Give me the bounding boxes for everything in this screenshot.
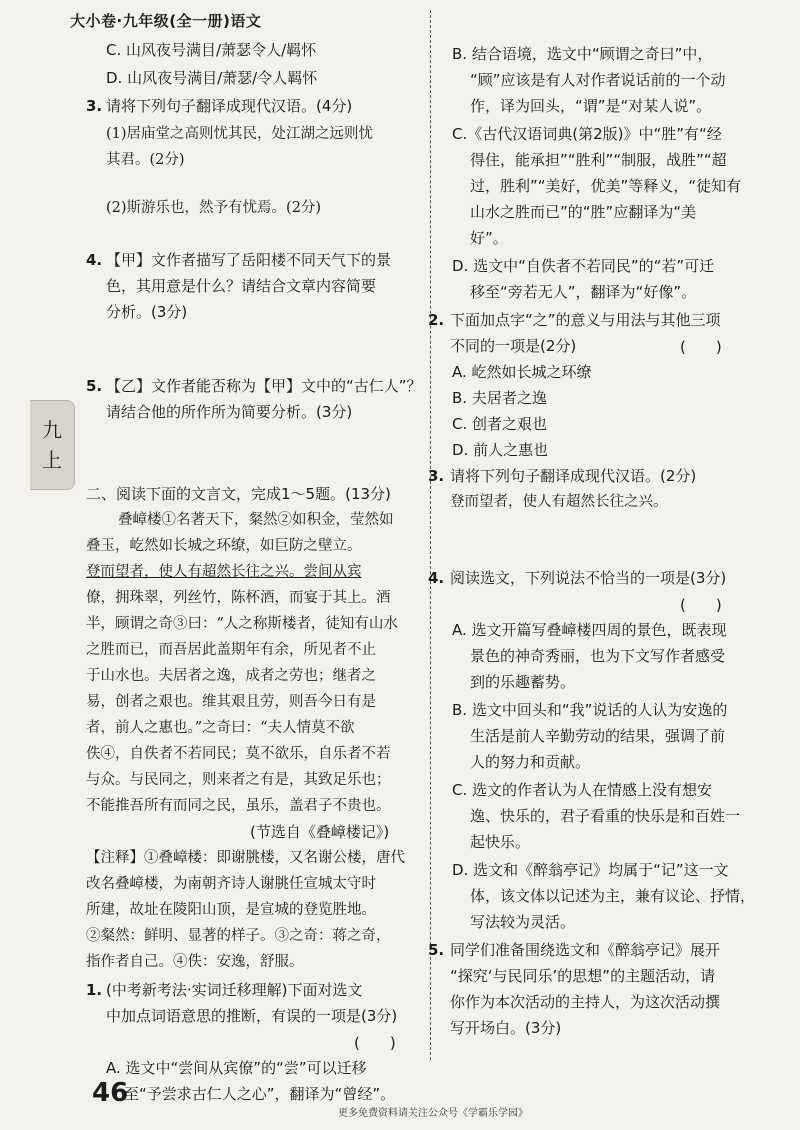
q1-option-b-1: B. 结合语境，选文中“顾谓之奇曰”中， [452,45,713,63]
q5-line-2: “探究‘与民同乐’的思想”的主题活动，请 [450,967,716,985]
notes-line: 【注释】①叠嶂楼：即谢朓楼，又名谢公楼，唐代 [86,850,405,866]
passage-line: 易，创者之艰也。维其艰且劳，则吾今日有是 [86,694,376,710]
q1-option-a-2: 至“予尝求古仁人之心”，翻译为“曾经”。 [124,1085,396,1103]
q3-prompt: 请将下列句子翻译成现代汉语。(4分) [106,97,353,115]
q2-line-1: 下面加点字“之”的意义与用法与其他三项 [450,311,721,329]
q1-option-b-2: “顾”应该是有人对作者说话前的一个动 [470,71,726,89]
q3-number: 3. [428,467,445,485]
passage-line: 叠玉，屹然如长城之环缭，如巨防之壁立。 [86,538,362,554]
passage-line: 佚④，自佚者不若同民；莫不欲乐，自乐者不若 [86,746,391,762]
q5-line-2: 请结合他的所作所为简要分析。(3分) [106,403,353,421]
q1-option-d-2: 移至“旁若无人”，翻译为“好像”。 [470,283,697,301]
q5-line-1: 同学们准备围绕选文和《醉翁亭记》展开 [450,941,721,959]
notes-line: 所建，故址在陵阳山顶，是宣城的登览胜地。 [86,902,376,918]
passage-line: 之胜而已，而吾居此盖期年有余，所见者不止 [86,642,376,658]
q5-number: 5. [428,941,445,959]
notes-line: 改名叠嶂楼，为南朝齐诗人谢朓任宣城太守时 [86,876,376,892]
passage-line: 于山水也。夫居者之逸，成者之劳也；继者之 [86,668,376,684]
passage-line: 半，顾谓之奇③曰：“人之称斯楼者，徒知有山水 [86,616,398,632]
q4-option-a: 景色的神奇秀丽，也为下文写作者感受 [470,647,726,665]
passage-line: 不能推吾所有而同之民，虽乐，盖君子不贵也。 [86,798,391,814]
q3-sentence-1b: 其君。(2分) [106,152,185,168]
q4-option-b: 人的努力和贡献。 [470,753,591,771]
q4-option-d: D. 选文和《醉翁亭记》均属于“记”这一文 [452,861,729,879]
q5-line-1: 【乙】文作者能否称为【甲】文中的“古仁人”？ [106,377,422,395]
q3-prompt: 请将下列句子翻译成现代汉语。(2分) [450,467,697,485]
q1-line-2: 中加点词语意思的推断，有误的一项是(3分) [106,1007,398,1025]
q4-option-b: B. 选文中回头和“我”说话的人认为安逸的 [452,701,728,719]
q3-sentence-2: (2)斯游乐也，然予有忧焉。(2分) [106,200,322,216]
q1-option-d-1: D. 选文中“自佚者不若同民”的“若”可迁 [452,257,715,275]
q2-option-d: D. 前人之惠也 [452,441,549,459]
q4-option-d: 写法较为灵活。 [470,913,576,931]
passage-line-underlined: 登而望者，使人有超然长往之兴。尝间从宾 [86,564,362,580]
option-d: D. 山风夜号满目/萧瑟/令人羁怀 [106,69,318,87]
q4-option-d: 体，该文体以记述为主，兼有议论、抒情， [470,887,756,905]
q2-answer-blank[interactable]: ( ) [680,338,722,356]
notes-line: ②粲然：鲜明、显著的样子。③之奇：蒋之奇， [86,928,391,944]
q1-line-1: (中考新考法·实词迁移理解)下面对选文 [106,981,363,999]
q1-answer-blank[interactable]: ( ) [354,1034,396,1052]
q1-option-b-3: 作，译为回头，“谓”是“对某人说”。 [470,97,712,115]
q1-option-a-1: A. 选文中“尝间从宾僚”的“尝”可以迁移 [106,1059,367,1077]
q3-sentence-1a: (1)居庙堂之高则忧其民，处江湖之远则忧 [106,126,374,142]
passage-line: 与众。与民同之，则来者之有是，其致足乐也； [86,772,391,788]
q4-option-a: 到的乐趣蓄势。 [470,673,576,691]
footer-note: 更多免费资料请关注公众号《学霸乐学园》 [338,1108,528,1119]
q4-number: 4. [428,569,445,587]
q1-option-c-2: 得住，能承担”“胜利”“制服，战胜”“超 [470,151,727,169]
side-tab-char-2: 上 [42,448,62,472]
q1-option-c-5: 好”。 [470,229,508,247]
option-c: C. 山风夜号满目/萧瑟令人/羁怀 [106,41,317,59]
q4-option-c: 起快乐。 [470,833,531,851]
q4-number: 4. [86,251,103,269]
page-header: 大小卷·九年级(全一册)语文 [70,12,262,30]
grade-side-tab [30,400,75,490]
passage-source: (节选自《叠嶂楼记》) [250,823,390,841]
q1-option-c-3: 过，胜利”“美好，优美”等释义，“徒知有 [470,177,742,195]
q4-option-b: 生活是前人辛勤劳动的结果，强调了前 [470,727,726,745]
q4-line-2: 色，其用意是什么？请结合文章内容简要 [106,277,377,295]
passage-line: 僚，拥珠翠，列丝竹，陈杯酒，而宴于其上。酒 [86,590,391,606]
side-tab-char-1: 九 [42,418,62,442]
q4-line-1: 【甲】文作者描写了岳阳楼不同天气下的景 [106,251,392,269]
notes-line: 指作者自己。④佚：安逸，舒服。 [86,954,304,970]
q4-line-3: 分析。(3分) [106,303,188,321]
q3-number: 3. [86,97,103,115]
q1-option-c-1: C.《古代汉语词典(第2版)》中“胜”有“经 [452,125,722,143]
q2-line-2: 不同的一项是(2分) [450,337,577,355]
q5-number: 5. [86,377,103,395]
q5-line-3: 你作为本次活动的主持人，为这次活动撰 [450,993,721,1011]
q4-option-c: 逸、快乐的，君子看重的快乐是和百姓一 [470,807,741,825]
q1-option-c-4: 山水之胜而已”的“胜”应翻译为“美 [470,203,697,221]
q3-sentence: 登而望者，使人有超然长往之兴。 [450,494,668,510]
q2-option-a: A. 屹然如长城之环缭 [452,363,592,381]
column-divider [430,10,431,1060]
q2-number: 2. [428,311,445,329]
section-2-heading: 二、阅读下面的文言文，完成1～5题。(13分) [86,485,391,503]
page-number: 46 [92,1078,129,1108]
passage-line: 者，前人之惠也。”之奇曰：“夫人情莫不欲 [86,720,355,736]
q2-option-c: C. 创者之艰也 [452,415,548,433]
q4-option-a: A. 选文开篇写叠嶂楼四周的景色，既表现 [452,621,727,639]
q4-prompt: 阅读选文，下列说法不恰当的一项是(3分) [450,569,727,587]
q5-line-4: 写开场白。(3分) [450,1019,562,1037]
q4-answer-blank[interactable]: ( ) [680,596,722,614]
passage-line: 叠嶂楼①名著天下，粲然②如积金，莹然如 [118,512,394,528]
q2-option-b: B. 夫居者之逸 [452,389,547,407]
q4-option-c: C. 选文的作者认为人在情感上没有想安 [452,781,713,799]
q1-number: 1. [86,981,103,999]
